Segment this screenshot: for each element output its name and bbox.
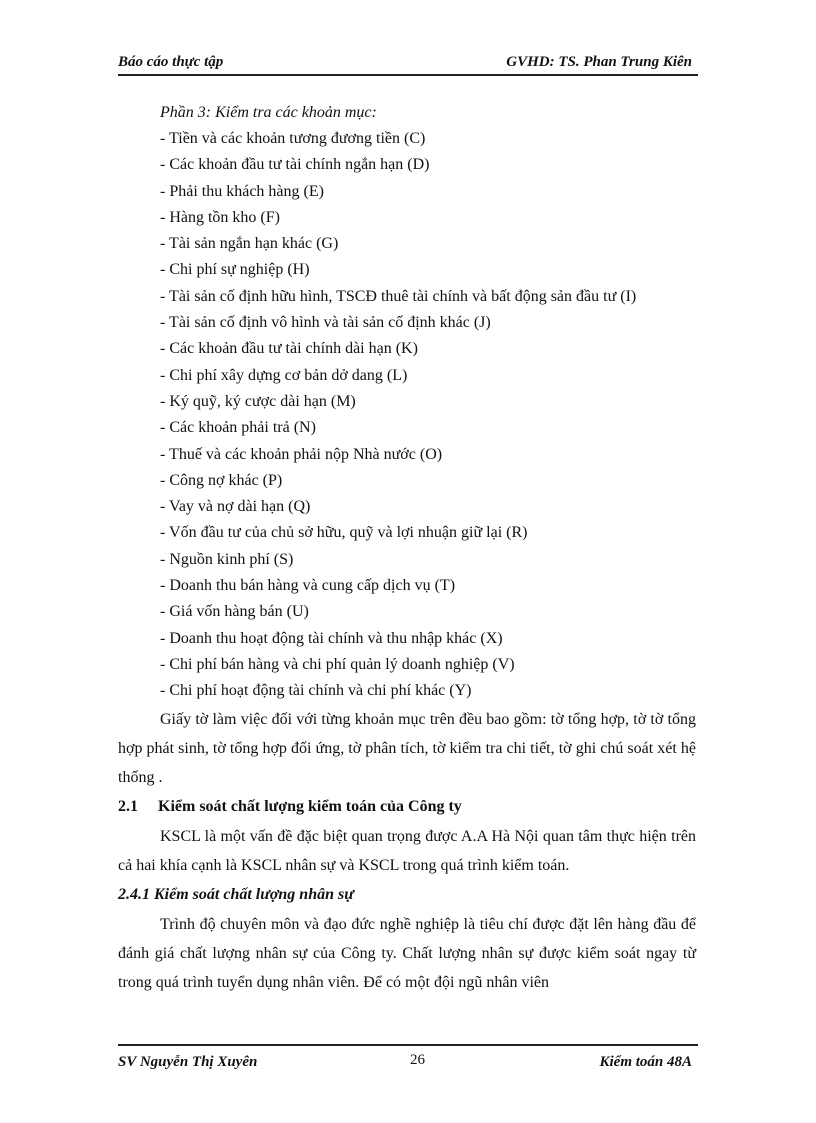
- heading-text: Kiểm soát chất lượng kiểm toán của Công ty: [158, 797, 462, 815]
- list-item: - Tiền và các khoản tương đương tiền (C): [160, 130, 426, 147]
- list-item: - Hàng tồn kho (F): [160, 208, 280, 226]
- list-item: - Nguồn kinh phí (S): [160, 550, 294, 568]
- header-report-title: Báo cáo thực tập: [118, 54, 224, 70]
- page-footer: [118, 1044, 698, 1074]
- heading-personnel-quality: 2.4.1 Kiểm soát chất lượng nhân sự: [118, 885, 354, 903]
- footer-class: Kiểm toán 48A: [599, 1054, 692, 1070]
- list-item: - Doanh thu bán hàng và cung cấp dịch vụ (T): [160, 577, 456, 595]
- list-item: - Chi phí hoạt động tài chính và chi phí khác (Y): [160, 682, 472, 700]
- list-item: - Chi phí sự nghiệp (H): [160, 261, 310, 279]
- list-item: - Giá vốn hàng bán (U): [160, 603, 309, 621]
- list-item: - Doanh thu hoạt động tài chính và thu nhập khác (X): [160, 629, 503, 647]
- page-body: [118, 100, 696, 997]
- page-number: 26: [410, 1052, 425, 1068]
- list-item: - Các khoản phải trả (N): [160, 419, 316, 437]
- heading-quality-control: [118, 792, 696, 822]
- list-item: - Vay và nợ dài hạn (Q): [160, 498, 311, 516]
- footer-student-name: SV Nguyễn Thị Xuyên: [118, 1054, 258, 1070]
- paragraph-personnel: Trình độ chuyên môn và đạo đức nghề nghiệp là tiêu chí được đặt lên hàng đầu để đánh giá chất lượng nhân sự của Công ty. Chất lượng nhân sự được kiểm soát ngay từ trong quá trình tuyển dụng nhân viên. Để có một đội ngũ nhân viên: [118, 915, 696, 991]
- list-item: - Các khoản đầu tư tài chính ngắn hạn (D): [160, 156, 430, 174]
- page-header: [118, 52, 698, 76]
- paragraph-working-papers: Giấy tờ làm việc đối với từng khoản mục trên đều bao gồm: tờ tổng hợp, tờ tờ tổng hợp phát sinh, tờ tổng hợp đối ứng, tờ phân tích, tờ kiểm tra chi tiết, tờ ghi chú soát xét hệ thống .: [118, 710, 696, 786]
- list-item: - Công nợ khác (P): [160, 471, 283, 489]
- list-item: - Ký quỹ, ký cược dài hạn (M): [160, 392, 356, 410]
- heading-number: 2.1: [118, 797, 138, 815]
- list-item: - Thuế và các khoản phải nộp Nhà nước (O): [160, 445, 443, 463]
- account-items-list: [118, 126, 696, 705]
- header-supervisor: GVHD: TS. Phan Trung Kiên: [506, 54, 692, 70]
- list-item: - Các khoản đầu tư tài chính dài hạn (K): [160, 340, 418, 358]
- list-item: - Tài sản ngắn hạn khác (G): [160, 235, 339, 253]
- list-item: - Phải thu khách hàng (E): [160, 182, 324, 200]
- list-item: - Chi phí xây dựng cơ bản dở dang (L): [160, 366, 408, 384]
- paragraph-kscl: KSCL là một vấn đề đặc biệt quan trọng được A.A Hà Nội quan tâm thực hiện trên cả hai khía cạnh là KSCL nhân sự và KSCL trong quá trình kiểm toán.: [118, 827, 696, 874]
- list-item: - Vốn đầu tư của chủ sở hữu, quỹ và lợi nhuận giữ lại (R): [160, 524, 528, 542]
- section-title: Phần 3: Kiểm tra các khoản mục:: [160, 104, 377, 121]
- list-item: - Tài sản cố định vô hình và tài sản cố định khác (J): [160, 314, 491, 332]
- list-item: - Tài sản cố định hữu hình, TSCĐ thuê tài chính và bất động sản đầu tư (I): [160, 287, 637, 305]
- list-item: - Chi phí bán hàng và chi phí quản lý doanh nghiệp (V): [160, 655, 515, 673]
